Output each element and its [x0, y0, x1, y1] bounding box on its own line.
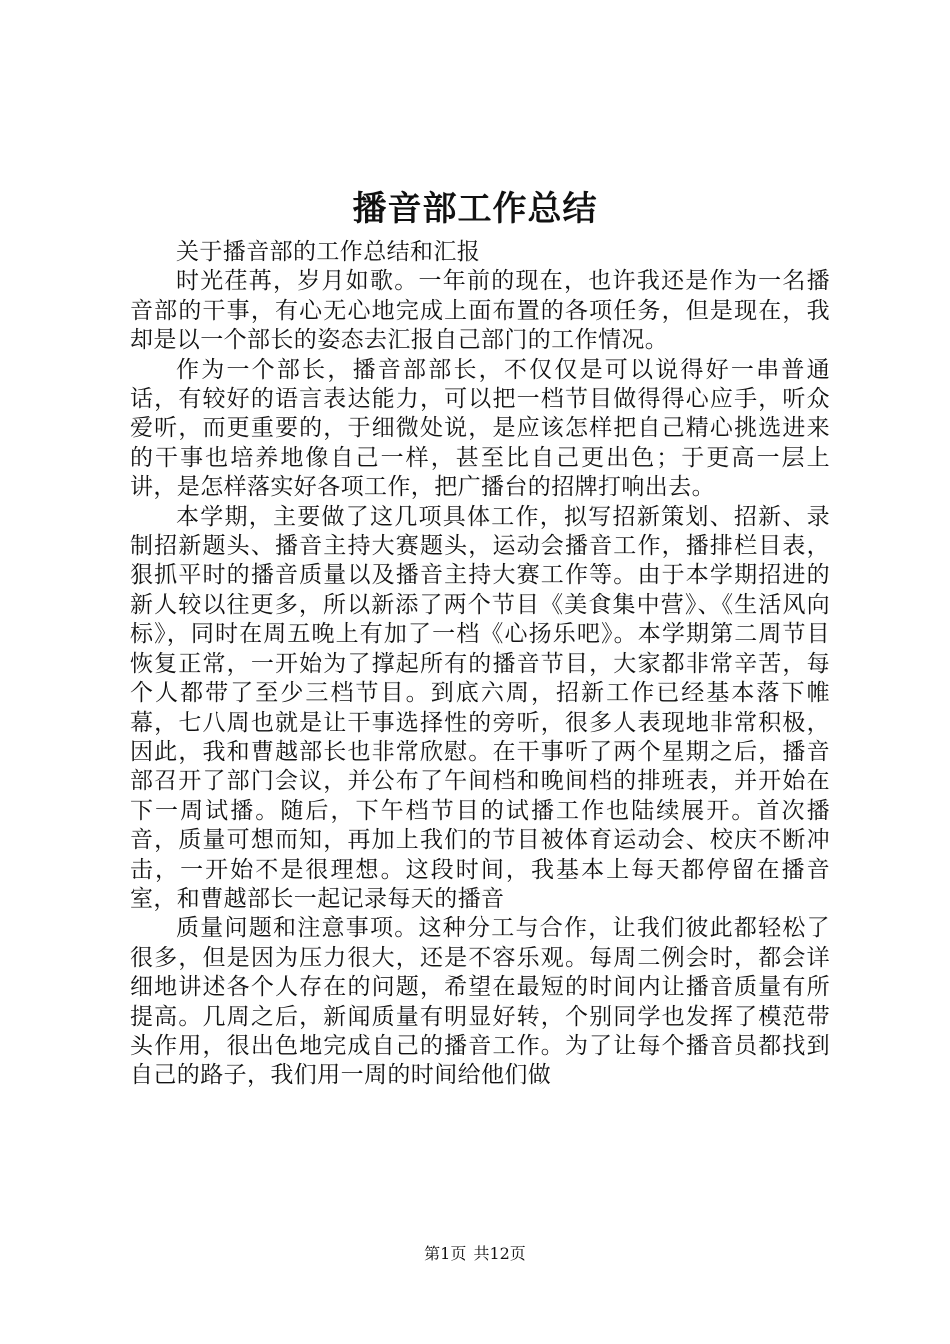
paragraph-quality: 质量问题和注意事项。这种分工与合作，让我们彼此都轻松了很多，但是因为压力很大，还是不容乐观。每周二例会时，都会详细地讲述各个人存在的问题，希望在最短的时间内让播音质量有所提高。几周之后，新闻质量有明显好转，个别同学也发挥了模范带头作用，很出色地完成自己的播音工作。为了让每个播音员都找到自己的路子，我们用一周的时间给他们做	[130, 915, 830, 1089]
document-body	[130, 238, 830, 1091]
paragraph-semester-work: 本学期，主要做了这几项具体工作，拟写招新策划、招新、录制招新题头、播音主持大赛题头，运动会播音工作，播排栏目表，狠抓平时的播音质量以及播音主持大赛工作等。由于本学期招进的新人较以往更多，所以新添了两个节目《美食集中营》、《生活风向标》，同时在周五晚上有加了一档《心扬乐吧》。本学期第二周节目恢复正常，一开始为了撑起所有的播音节目，大家都非常辛苦，每个人都带了至少三档节目。到底六周，招新工作已经基本落下帷幕，七八周也就是让干事选择性的旁听，很多人表现地非常积极，因此，我和曹越部长也非常欣慰。在干事听了两个星期之后，播音部召开了部门会议，并公布了午间档和晚间档的排班表，并开始在下一周试播。随后，下午档节目的试播工作也陆续展开。首次播音，质量可想而知，再加上我们的节目被体育运动会、校庆不断冲击，一开始不是很理想。这段时间，我基本上每天都停留在播音室，和曹越部长一起记录每天的播音	[130, 503, 830, 912]
paragraph-subtitle: 关于播音部的工作总结和汇报	[176, 239, 481, 265]
document-title: 播音部工作总结	[352, 189, 598, 229]
paragraph-role: 作为一个部长，播音部部长，不仅仅是可以说得好一串普通话，有较好的语言表达能力，可以把一档节目做得得心应手，听众爱听，而更重要的，于细微处说，是应该怎样把自己精心挑选进来的干事也培养地像自己一样，甚至比自己更出色；于更高一层上讲，是怎样落实好各项工作，把广播台的招牌打响出去。	[130, 356, 830, 501]
page-footer: 第1页 共12页	[424, 1244, 526, 1263]
paragraph-intro: 时光荏苒，岁月如歌。一年前的现在，也许我还是作为一名播音部的干事，有心无心地完成上面布置的各项任务，但是现在，我却是以一个部长的姿态去汇报自己部门的工作情况。	[130, 268, 830, 354]
